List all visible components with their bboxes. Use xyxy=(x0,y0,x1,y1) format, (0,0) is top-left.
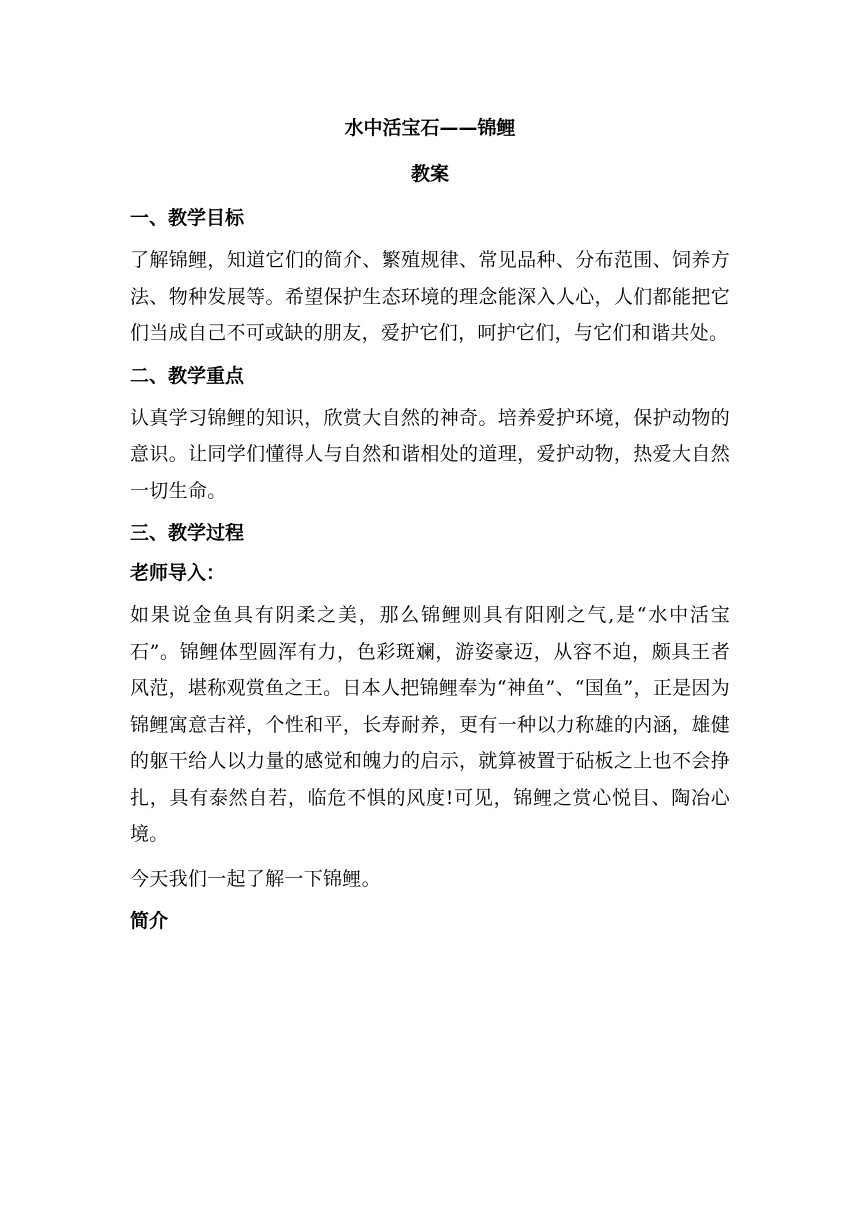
document-title: 水中活宝石——锦鲤 xyxy=(344,117,516,139)
paragraph-today: 今天我们一起了解一下锦鲤。 xyxy=(130,867,381,890)
document-content xyxy=(130,112,730,945)
section-heading-process: 三、教学过程 xyxy=(130,522,245,544)
section-heading-objectives: 一、教学目标 xyxy=(130,207,245,229)
subheading-introduction: 简介 xyxy=(130,910,169,932)
subheading-teacher-intro: 老师导入： xyxy=(130,562,226,584)
paragraph-objectives: 了解锦鲤，知道它们的简介、繁殖规律、常见品种、分布范围、饲养方法、物种发展等。希望保护生态环境的理念能深入人心，人们都能把它们当成自己不可或缺的朋友，爱护它们，呵护它们，与它们和谐共处。 xyxy=(130,249,730,344)
section-heading-key-points: 二、教学重点 xyxy=(130,364,245,387)
paragraph-key-points: 认真学习锦鲤的知识，欣赏大自然的神奇。培养爱护环境，保护动物的意识。让同学们懂得人与自然和谐相处的道理，爱护动物，热爱大自然一切生命。 xyxy=(130,406,730,502)
paragraph-teacher-intro: 如果说金鱼具有阴柔之美，那么锦鲤则具有阳刚之气,是“水中活宝石”。锦鲤体型圆浑有力，色彩斑斓，游姿豪迈，从容不迫，颇具王者风范，堪称观赏鱼之王。日本人把锦鲤奉为“神鱼”、“国鱼”，正是因为锦鲤寓意吉祥，个性和平，长寿耐养，更有一种以力称雄的内涵，雄健的躯干给人以力量的感觉和魄力的启示，就算被置于砧板之上也不会挣扎，具有泰然自若，临危不惧的风度!可见，锦鲤之赏心悦目、陶冶心境。 xyxy=(130,604,730,845)
document-subtitle: 教案 xyxy=(410,163,449,185)
